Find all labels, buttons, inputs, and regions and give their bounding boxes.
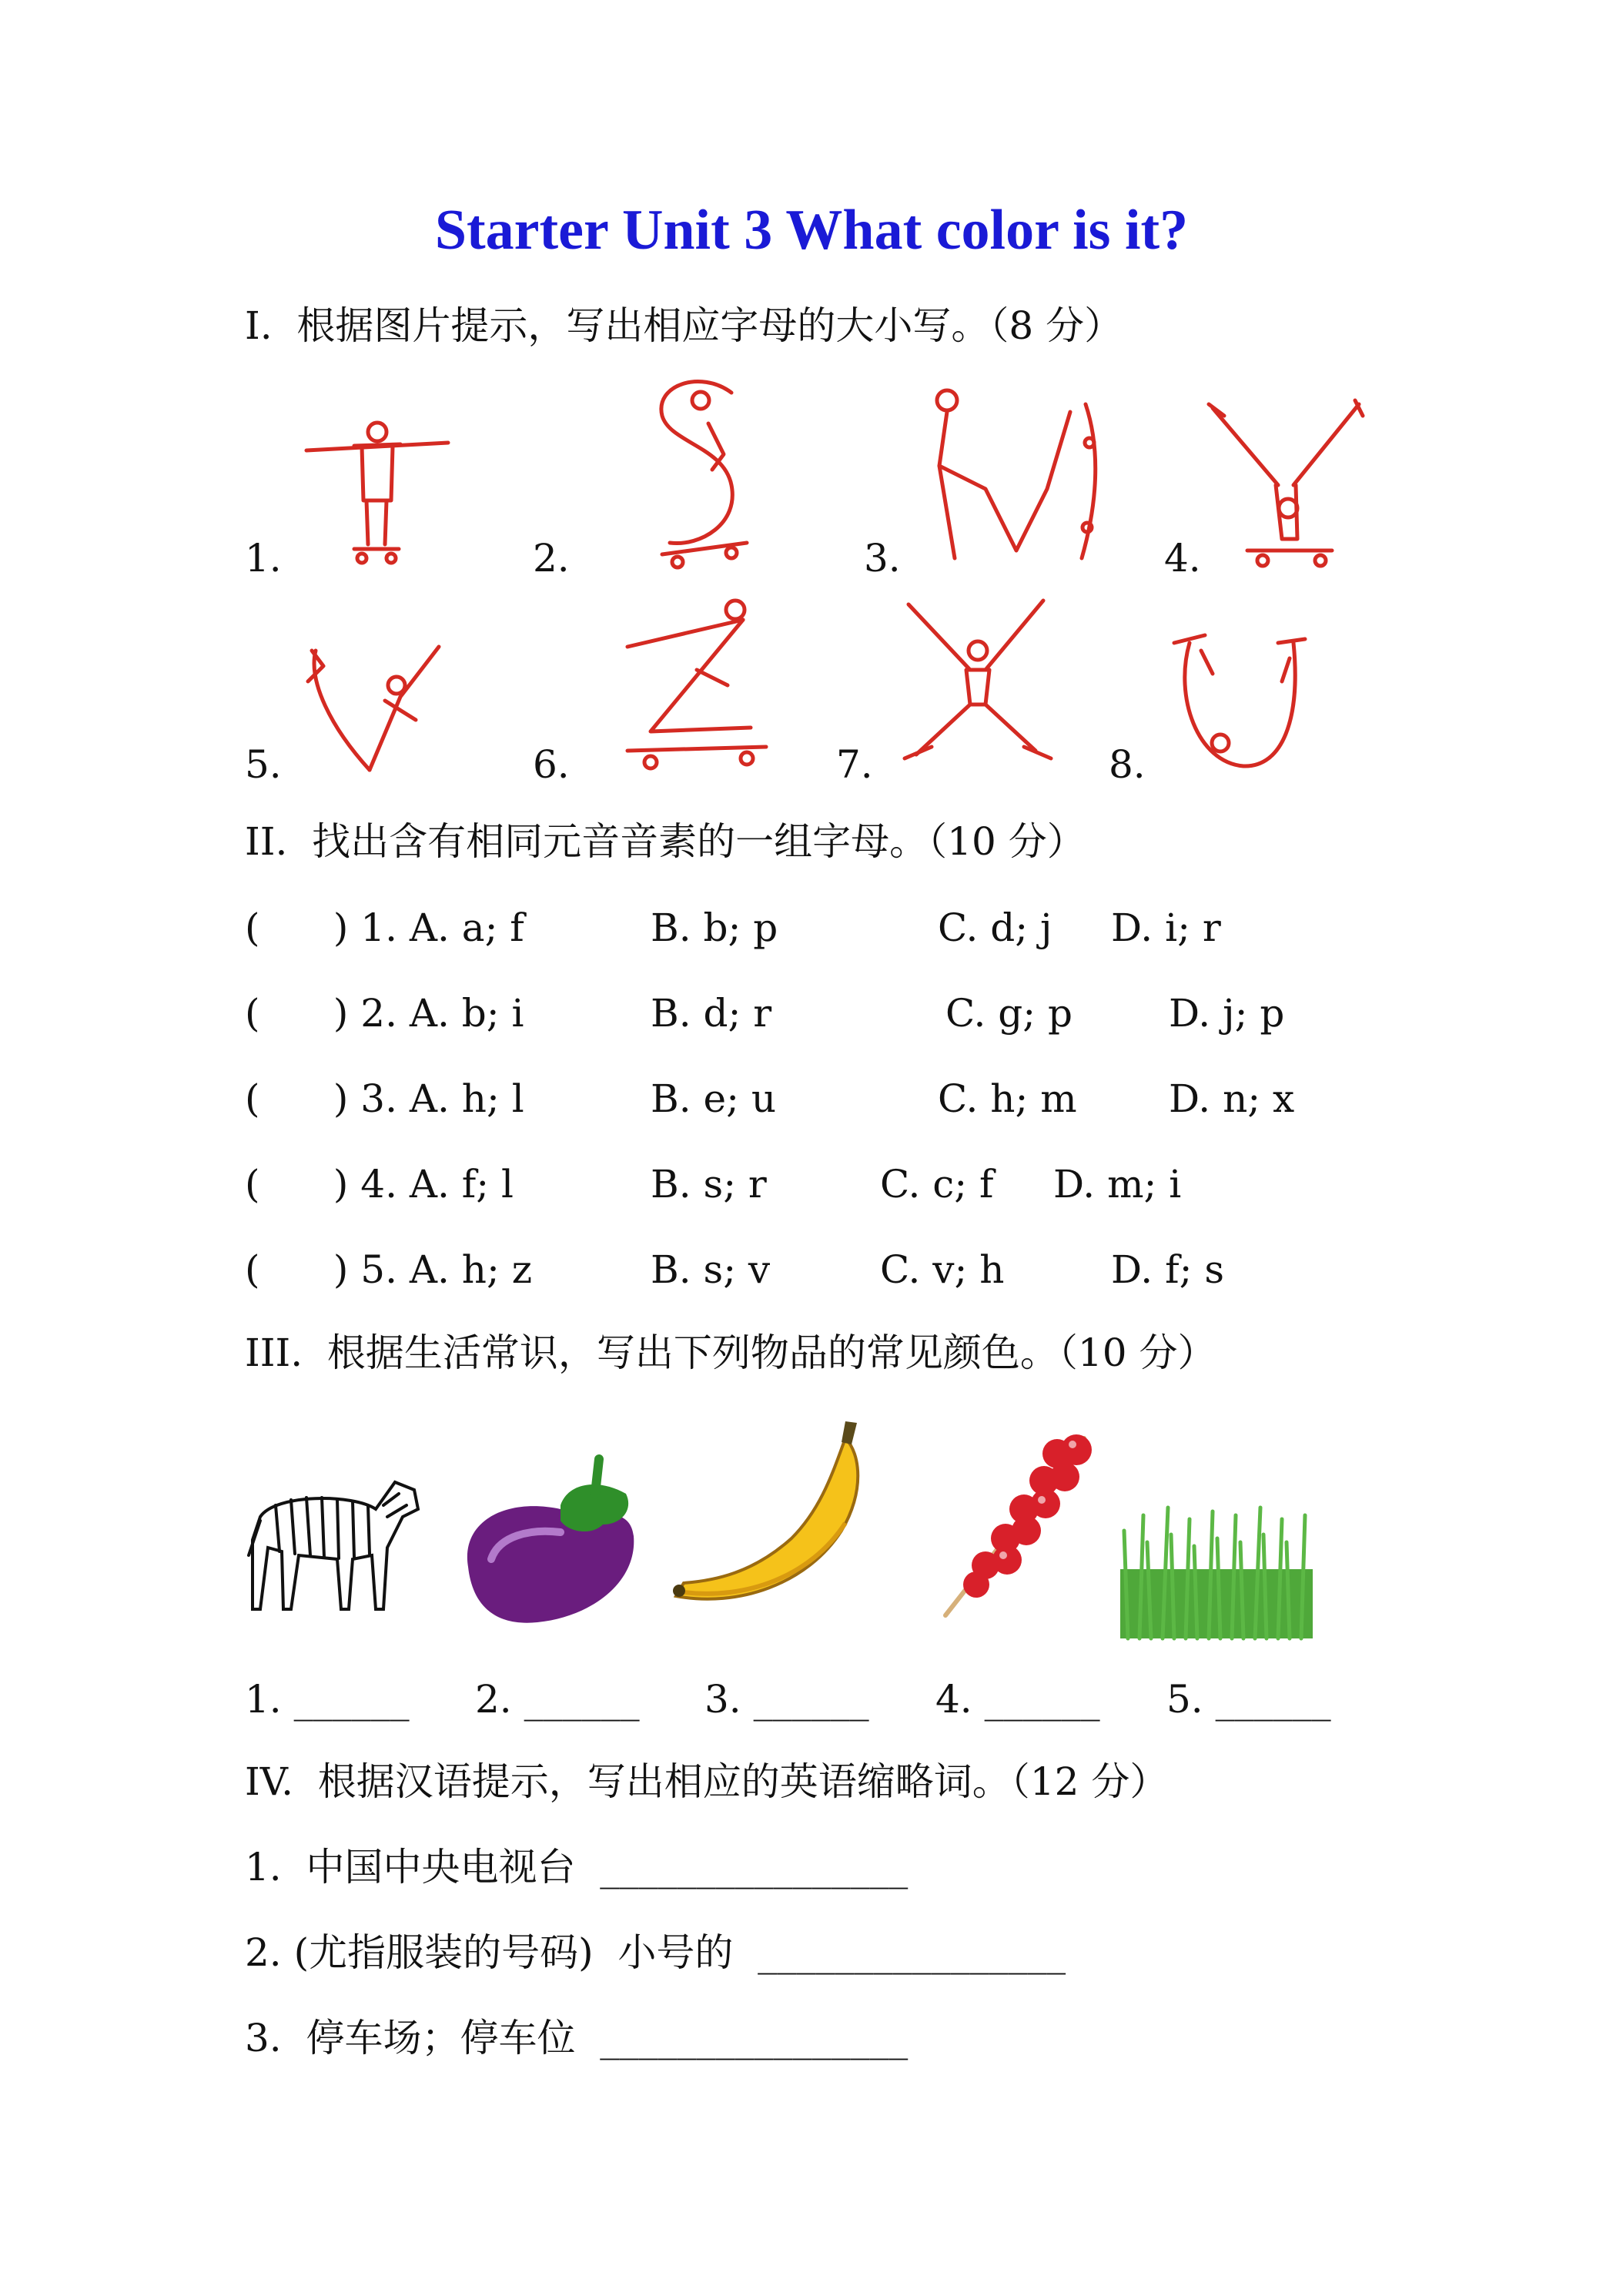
- color-blank-3[interactable]: 3. ______: [704, 1677, 869, 1722]
- section-1-heading: I. 根据图片提示，写出相应字母的大小写。（8 分）: [245, 303, 1123, 348]
- letter-number-6: 6.: [533, 742, 570, 787]
- letter-number-1: 1.: [245, 536, 282, 581]
- q3-option-c: C. h; m: [938, 1076, 1077, 1121]
- q2-option-d: D. j; p: [1169, 991, 1285, 1036]
- q4-option-c: C. c; f: [880, 1162, 994, 1207]
- q1-option-c: C. d; j: [938, 905, 1052, 950]
- q1-option-d: D. i; r: [1111, 905, 1221, 950]
- section-2-heading: II. 找出含有相同元音音素的一组字母。（10 分）: [245, 819, 1086, 864]
- q3-option-d: D. n; x: [1169, 1076, 1295, 1121]
- skater-letter-y-image: [1205, 393, 1367, 574]
- color-blank-5[interactable]: 5. ______: [1166, 1677, 1331, 1722]
- q2-option-b: B. d; r: [651, 991, 772, 1036]
- letter-number-2: 2.: [533, 536, 570, 581]
- abbreviation-item-2[interactable]: 2. (尤指服装的号码) 小号的 ________________: [245, 1930, 1066, 1975]
- q4-stem-option-a: ( ) 4. A. f; l: [245, 1162, 514, 1207]
- letter-number-4: 4.: [1164, 536, 1201, 581]
- color-blank-4[interactable]: 4. ______: [935, 1677, 1100, 1722]
- q1-option-b: B. b; p: [651, 905, 778, 950]
- skater-letter-x-image: [901, 597, 1055, 770]
- abbreviation-item-3[interactable]: 3. 停车场；停车位 ________________: [245, 2016, 909, 2060]
- letter-number-5: 5.: [245, 742, 282, 787]
- color-blank-2[interactable]: 2. ______: [475, 1677, 640, 1722]
- zebra-image: [245, 1463, 422, 1625]
- q5-stem-option-a: ( ) 5. A. h; z: [245, 1247, 533, 1292]
- banana-image: [668, 1415, 888, 1635]
- section-4-heading: IV. 根据汉语提示，写出相应的英语缩略词。（12 分）: [245, 1759, 1169, 1804]
- letter-number-8: 8.: [1109, 742, 1146, 787]
- q1-stem-option-a: ( ) 1. A. a; f: [245, 905, 524, 950]
- skater-letter-w-image: [916, 381, 1109, 574]
- page-title: Starter Unit 3 What color is it?: [434, 199, 1189, 262]
- q5-option-d: D. f; s: [1111, 1247, 1224, 1292]
- skater-letter-z-image: [620, 593, 774, 778]
- grass-image: [1120, 1500, 1313, 1638]
- q5-option-c: C. v; h: [880, 1247, 1005, 1292]
- abbreviation-item-1[interactable]: 1. 中国中央电视台 ________________: [245, 1845, 909, 1889]
- color-blank-1[interactable]: 1. ______: [245, 1677, 410, 1722]
- q2-option-c: C. g; p: [945, 991, 1073, 1036]
- q3-option-b: B. e; u: [651, 1076, 777, 1121]
- q5-option-b: B. s; v: [651, 1247, 771, 1292]
- skater-letter-u-image: [1166, 628, 1313, 778]
- skater-letter-v-image: [300, 635, 447, 782]
- letter-number-3: 3.: [864, 536, 901, 581]
- skater-letter-s-image: [639, 370, 770, 574]
- skater-letter-t-image: [300, 412, 454, 574]
- section-3-heading: III. 根据生活常识，写出下列物品的常见颜色。（10 分）: [245, 1330, 1216, 1375]
- q3-stem-option-a: ( ) 3. A. h; l: [245, 1076, 524, 1121]
- candied-haws-image: [930, 1423, 1099, 1623]
- q4-option-b: B. s; r: [651, 1162, 767, 1207]
- q4-option-d: D. m; i: [1053, 1162, 1182, 1207]
- q2-stem-option-a: ( ) 2. A. b; i: [245, 991, 524, 1036]
- eggplant-image: [445, 1451, 645, 1632]
- letter-number-7: 7.: [836, 742, 873, 787]
